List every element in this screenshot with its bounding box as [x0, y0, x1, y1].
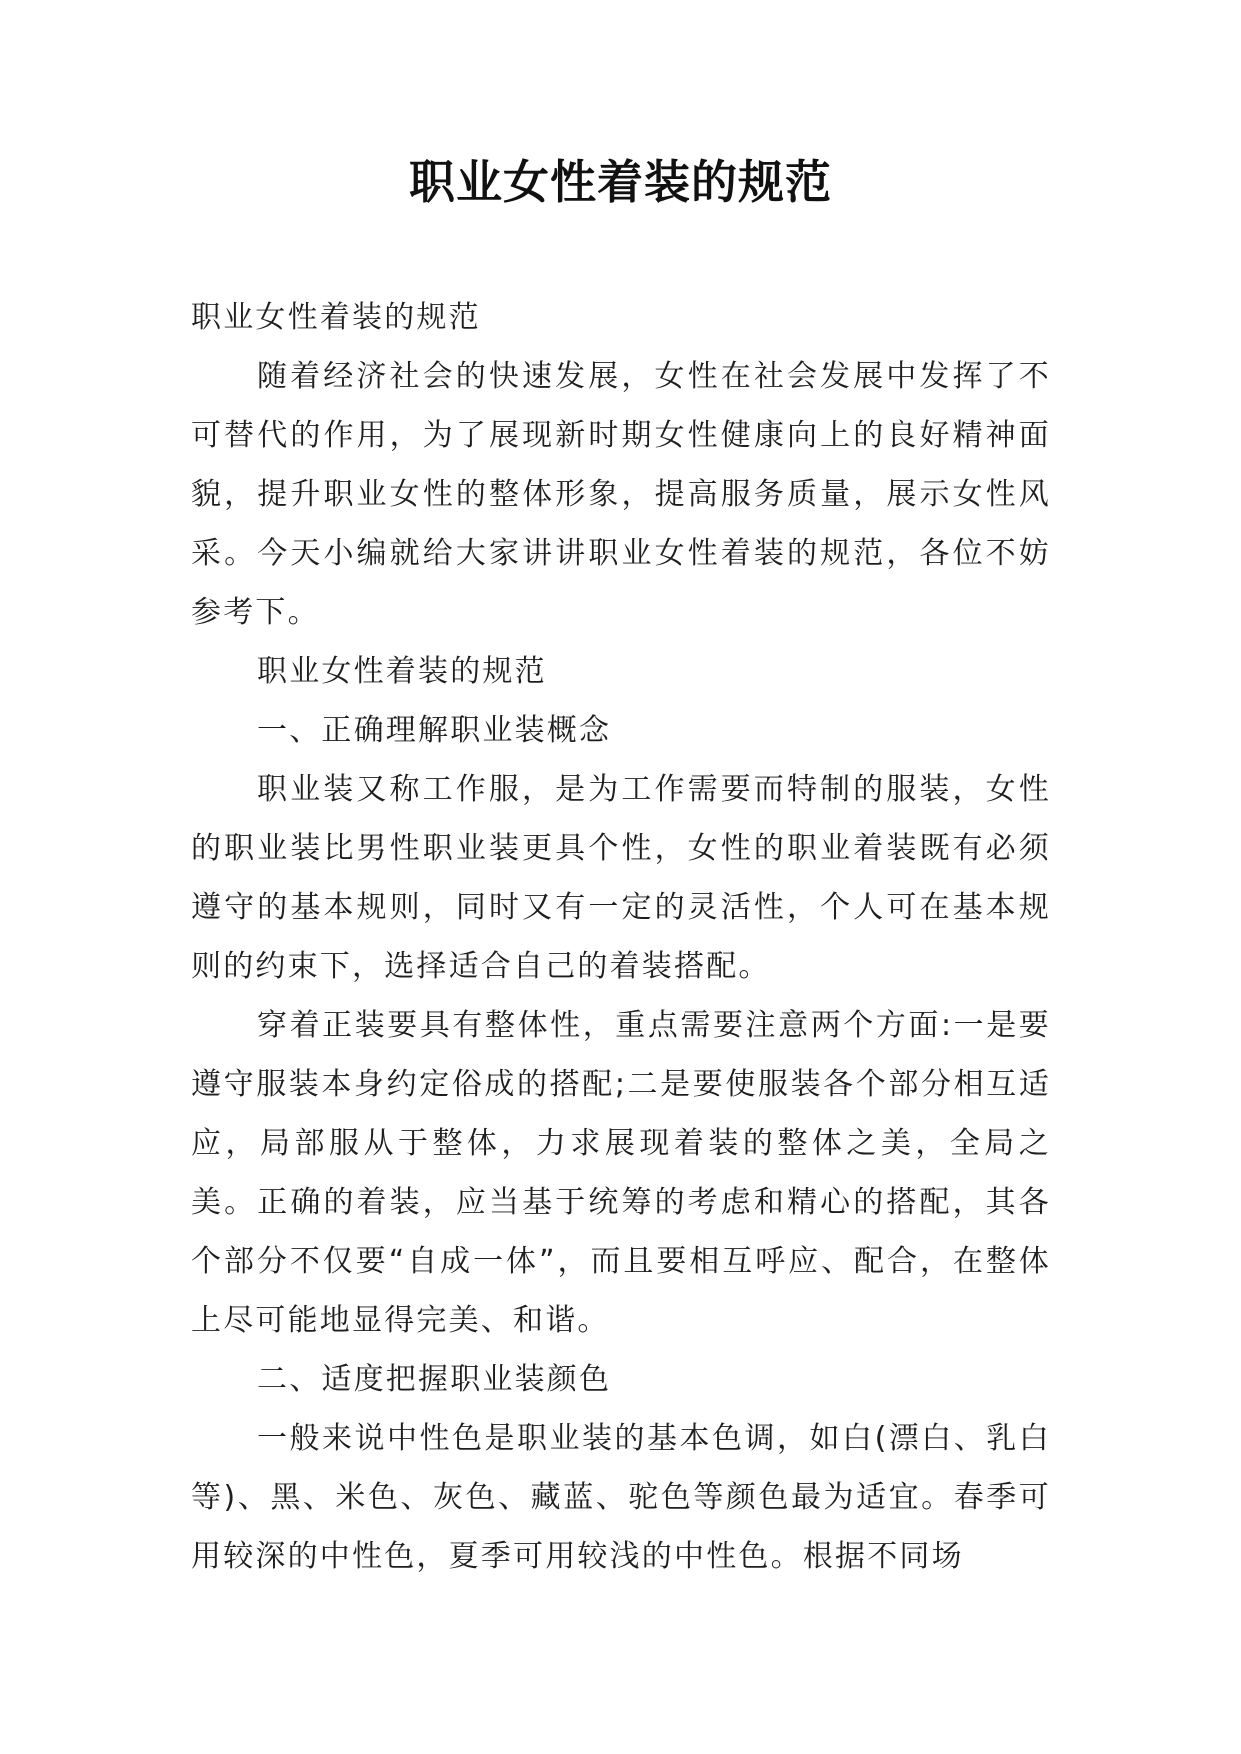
- paragraph-intro-heading: 职业女性着装的规范: [191, 300, 481, 335]
- paragraph-section-heading: 职业女性着装的规范: [257, 654, 547, 689]
- paragraph-definition: 职业装又称工作服，是为工作需要而特制的服装，女性的职业装比男性职业装更具个性，女性的职业着装既有必须遵守的基本规则，同时又有一定的灵活性，个人可在基本规则的约束下，选择适合自己的着装搭配。: [191, 772, 1051, 984]
- paragraph-colors: 一般来说中性色是职业装的基本色调，如白(漂白、乳白等)、黑、米色、灰色、藏蓝、驼色等颜色最为适宜。春季可用较深的中性色，夏季可用较浅的中性色。根据不同场: [191, 1421, 1051, 1574]
- paragraph-introduction: 随着经济社会的快速发展，女性在社会发展中发挥了不可替代的作用，为了展现新时期女性健康向上的良好精神面貌，提升职业女性的整体形象，提高服务质量，展示女性风采。今天小编就给大家讲讲职业女性着装的规范，各位不妨参考下。: [191, 359, 1051, 630]
- paragraph-heading-two: 二、适度把握职业装颜色: [257, 1362, 612, 1397]
- paragraph-heading-one: 一、正确理解职业装概念: [257, 713, 612, 748]
- paragraph-wholeness: 穿着正装要具有整体性，重点需要注意两个方面:一是要遵守服装本身约定俗成的搭配;二是要使服装各个部分相互适应，局部服从于整体，力求展现着装的整体之美，全局之美。正确的着装，应当基于统筹的考虑和精心的搭配，其各个部分不仅要“自成一体”，而且要相互呼应、配合，在整体上尽可能地显得完美、和谐。: [191, 1008, 1051, 1338]
- document-body: [191, 288, 1051, 1586]
- document-title: 职业女性着装的规范: [409, 155, 832, 209]
